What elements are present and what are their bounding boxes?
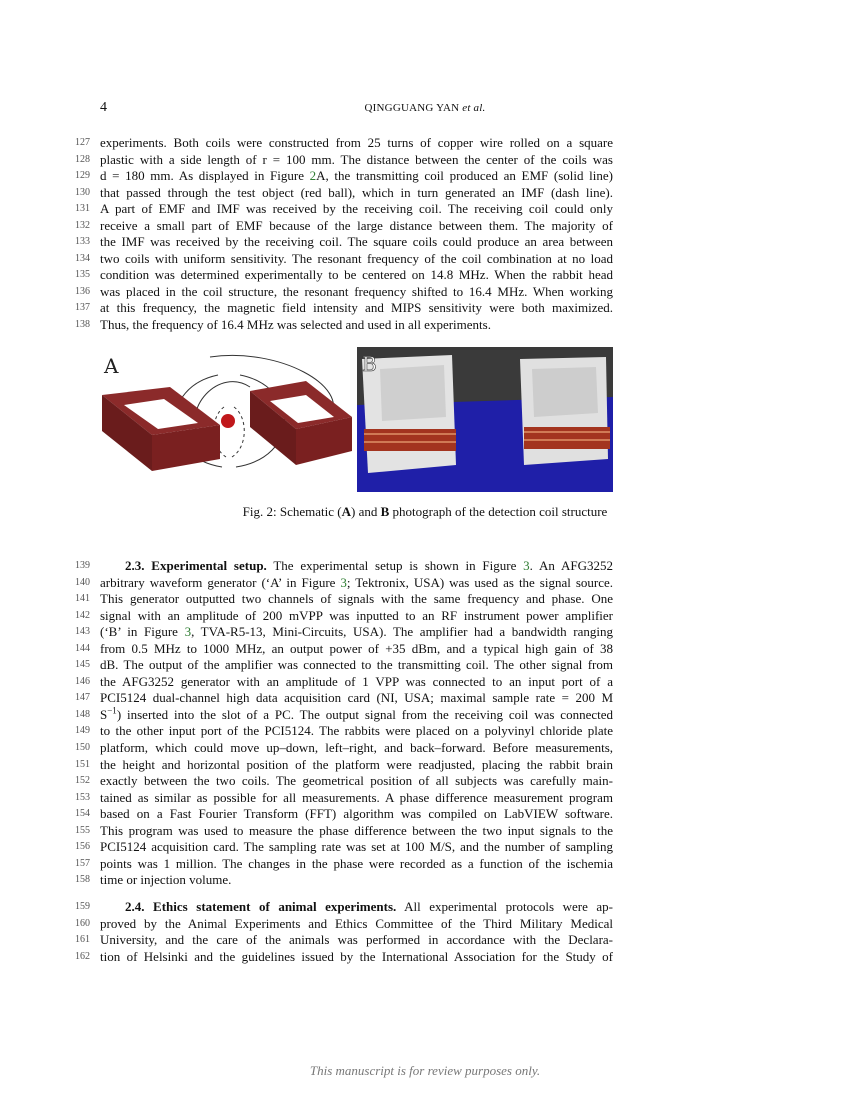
line-number: 160 <box>75 917 90 929</box>
text-line: 128 plastic with a side length of r = 100 mm. The distance between the center of the coils was <box>100 152 613 169</box>
line-number: 158 <box>75 874 90 886</box>
line-number: 146 <box>75 675 90 687</box>
text-line: 134 two coils with uniform sensitivity. The resonant frequency of the coil combination at no load <box>100 251 613 268</box>
figure-reference-link[interactable]: 3 <box>523 558 530 573</box>
text-line: 146 the AFG3252 generator with an amplitude of 1 VPP was connected to an input port of a <box>100 674 613 691</box>
text-line: 135 condition was determined experimentally to be centered on 14.8 MHz. When the rabbit head <box>100 267 613 284</box>
text-line: 158 time or injection volume. <box>100 872 613 889</box>
text-line: 129 d = 180 mm. As displayed in Figure 2A, the transmitting coil produced an EMF (solid line) <box>100 168 613 185</box>
text-line: 142 signal with an amplitude of 200 mVPP was inputted to an RF instrument power amplifier <box>100 608 613 625</box>
line-number: 137 <box>75 302 90 314</box>
text-line: 162 tion of Helsinki and the guidelines issued by the International Association for the Study of <box>100 949 613 966</box>
text-line: 131 A part of EMF and IMF was received by the receiving coil. The receiving coil could only <box>100 201 613 218</box>
figure-2 <box>100 347 613 492</box>
text-line: 139 2.3. Experimental setup. The experimental setup is shown in Figure 3. An AFG3252 <box>100 558 613 575</box>
line-number: 131 <box>75 203 90 215</box>
text-line: 147 PCI5124 dual-channel high data acquisition card (NI, USA; maximal sample rate = 200 M <box>100 690 613 707</box>
text-line: 141 This generator outputted two channels of signals with the same frequency and phase. One <box>100 591 613 608</box>
text-line: 145 dB. The output of the amplifier was connected to the transmitting coil. The other signal from <box>100 657 613 674</box>
line-number: 140 <box>75 576 90 588</box>
line-number: 161 <box>75 934 90 946</box>
text-line: 143 (‘B’ in Figure 3, TVA-R5-13, Mini-Circuits, USA). The amplifier had a bandwidth ranging <box>100 624 613 641</box>
figure-reference-link[interactable]: 3 <box>340 574 347 590</box>
caption-mid: ) and <box>351 504 381 519</box>
line-number: 150 <box>75 742 90 754</box>
line-number: 134 <box>75 252 90 264</box>
text-line: 160 proved by the Animal Experiments and Ethics Committee of the Third Military Medical <box>100 916 613 933</box>
text-line: 133 the IMF was received by the receiving coil. The square coils could produce an area between <box>100 234 613 251</box>
caption-suffix: photograph of the detection coil structure <box>389 504 608 519</box>
text-line: 148 $S^{-1}$) inserted into the slot of a PC. The output signal from the receiving coil was connected <box>100 707 613 724</box>
line-number: 130 <box>75 186 90 198</box>
line-number: 138 <box>75 319 90 331</box>
line-number: 154 <box>75 808 90 820</box>
line-number: 139 <box>75 560 90 571</box>
text-line: 140 arbitrary waveform generator (‘A’ in Figure 3; Tektronix, USA) was used as the signal source. <box>100 575 613 592</box>
line-number: 148 <box>75 708 90 720</box>
line-number: 159 <box>75 901 90 912</box>
section-heading: 2.4. Ethics statement of animal experiments. <box>125 899 397 914</box>
panel-a-label: A <box>104 354 119 378</box>
panel-b-photo <box>357 347 613 492</box>
line-number: 152 <box>75 775 90 787</box>
page-number: 4 <box>100 100 107 115</box>
text-line: 137 at this frequency, the magnetic field intensity and MIPS sensitivity were both maximized. <box>100 300 613 317</box>
line-number: 133 <box>75 236 90 248</box>
line-number: 149 <box>75 725 90 737</box>
running-head-et-al: et al. <box>462 102 486 114</box>
line-number: 162 <box>75 950 90 962</box>
caption-panel-a: A <box>341 504 351 519</box>
text-line: 130 that passed through the test object (red ball), which in turn generated an IMF (dash line). <box>100 185 613 202</box>
line-number: 141 <box>75 593 90 605</box>
line-number: 128 <box>75 153 90 165</box>
test-object-ball <box>221 414 235 428</box>
text-line: 156 PCI5124 acquisition card. The sampling rate was set at 100 M/S, and the number of sampling <box>100 839 613 856</box>
text-line: 154 based on a Fast Fourier Transform (FFT) algorithm was compiled on LabVIEW software. <box>100 806 613 823</box>
line-number: 147 <box>75 692 90 704</box>
review-footer: This manuscript is for review purposes only. <box>309 1063 541 1078</box>
line-number: 142 <box>75 609 90 621</box>
line-number: 143 <box>75 626 90 638</box>
running-head <box>0 102 850 114</box>
figure-2-caption <box>0 504 850 520</box>
line-number: 157 <box>75 857 90 869</box>
line-number: 136 <box>75 285 90 297</box>
line-number: 151 <box>75 758 90 770</box>
panel-b-label: B <box>362 352 377 376</box>
line-number: 156 <box>75 841 90 853</box>
section-experimental-setup <box>75 558 613 889</box>
text-line: 149 to the other input port of the PCI5124. The rabbits were placed on a polyvinyl chloride plate <box>100 723 613 740</box>
text-line: 138 Thus, the frequency of 16.4 MHz was selected and used in all experiments. <box>100 317 613 334</box>
text-line: 150 platform, which could move up–down, left–right, and back–forward. Before measurements, <box>100 740 613 757</box>
text-line: 144 from 0.5 MHz to 1000 MHz, an output power of +35 dBm, and a typical high gain of 38 <box>100 641 613 658</box>
running-head-authors: QINGGUANG YAN <box>364 102 460 114</box>
text-line: 155 This program was used to measure the phase difference between the two input signals to the <box>100 823 613 840</box>
text-line: 153 tained as similar as possible for all measurements. A phase difference measurement program <box>100 790 613 807</box>
section-ethics-statement <box>75 899 613 965</box>
text-line: 132 receive a small part of EMF because of the large distance between them. The majority of <box>100 218 613 235</box>
paragraph-coil-description <box>75 135 613 334</box>
text-line: 157 points was 1 million. The changes in the phase were recorded as a function of the ischemia <box>100 856 613 873</box>
figure-reference-link[interactable]: 2 <box>309 168 317 184</box>
line-number: 144 <box>75 642 90 654</box>
text-line: 161 University, and the care of the animals was performed in accordance with the Declara- <box>100 932 613 949</box>
line-number: 153 <box>75 791 90 803</box>
text-line: 152 exactly between the two coils. The geometrical position of all subjects was carefully main- <box>100 773 613 790</box>
text-line: 159 2.4. Ethics statement of animal experiments. All experimental protocols were ap- <box>100 899 613 916</box>
line-number: 127 <box>75 137 90 148</box>
caption-panel-b: B <box>380 504 390 519</box>
line-number: 155 <box>75 824 90 836</box>
figure-2-image <box>100 347 613 492</box>
caption-prefix: Fig. 2: Schematic ( <box>242 504 342 519</box>
line-number: 132 <box>75 219 90 231</box>
line-number: 135 <box>75 269 90 281</box>
text-line: 151 the height and horizontal position of the platform were readjusted, placing the rabbit brain <box>100 757 613 774</box>
line-number: 129 <box>75 170 90 182</box>
section-heading: 2.3. Experimental setup. <box>125 558 267 573</box>
figure-reference-link[interactable]: 3 <box>184 624 192 640</box>
text-line: 136 was placed in the coil structure, the resonant frequency shifted to 16.4 MHz. When working <box>100 284 613 301</box>
line-number: 145 <box>75 659 90 671</box>
text-line: 127 experiments. Both coils were constructed from 25 turns of copper wire rolled on a square <box>100 135 613 152</box>
